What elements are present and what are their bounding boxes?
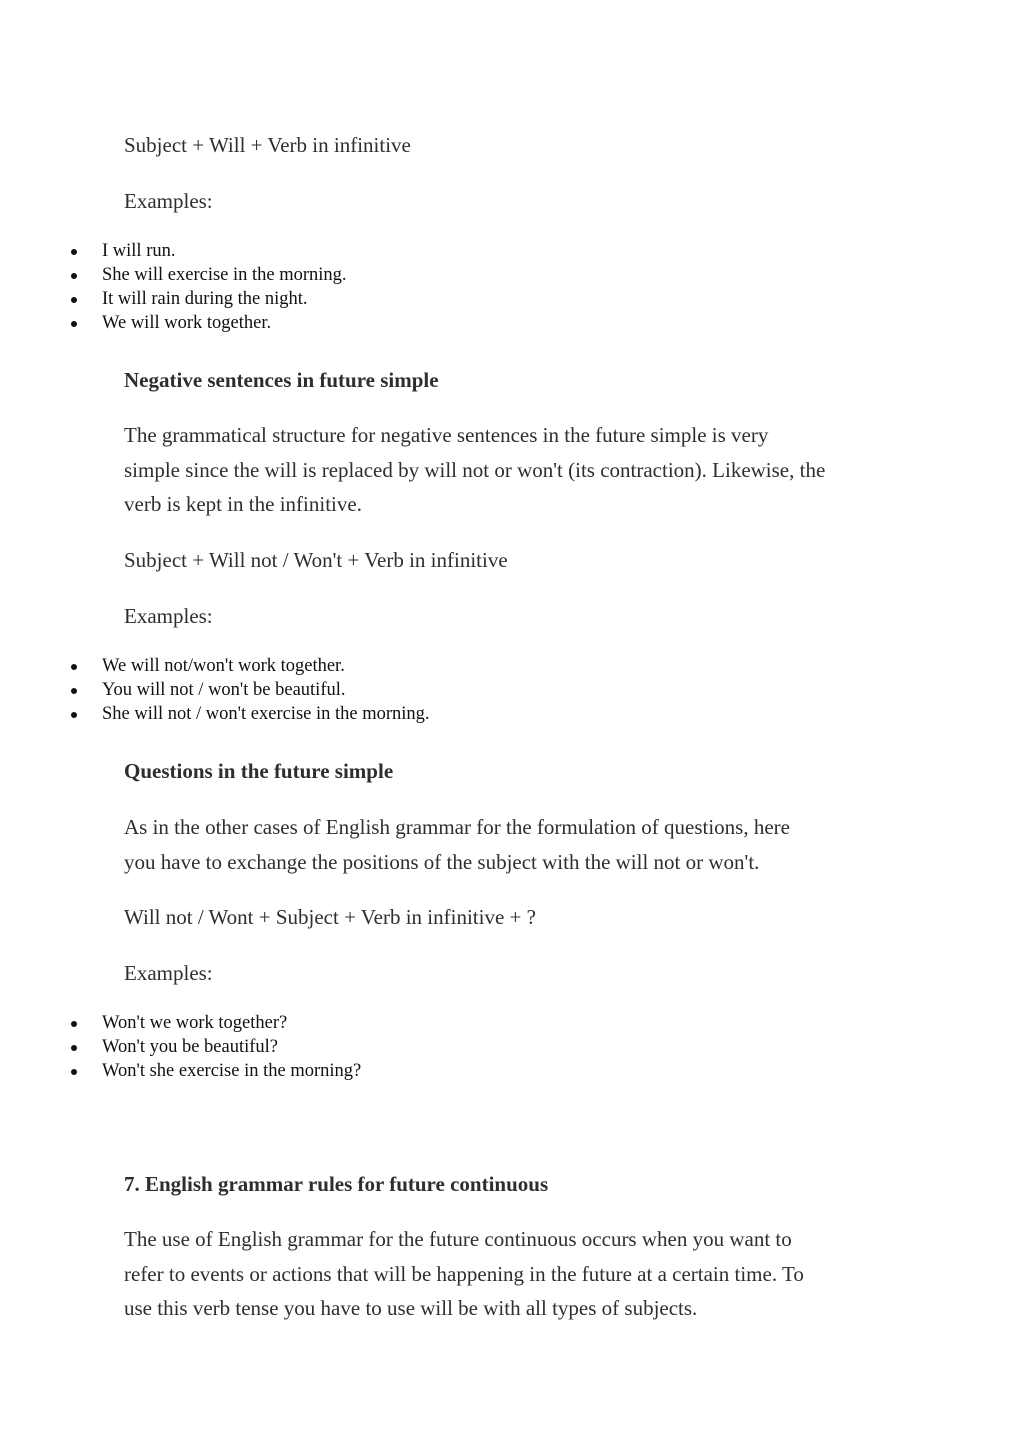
list-item: We will work together. [0,311,347,335]
body-line: refer to events or actions that will be happening in the future at a certain time. To [124,1261,804,1286]
section-heading-negative: Negative sentences in future simple [124,368,439,392]
examples-list [0,654,430,726]
formula-questions: Will not / Wont + Subject + Verb in infinitive + ? [124,905,536,929]
list-item: I will run. [0,239,347,263]
bullet-icon [71,297,77,303]
questions-body [124,810,914,879]
body-line: simple since the will is replaced by will not or won't (its contraction). Likewise, the [124,457,826,482]
bullet-icon [71,688,77,694]
bullet-icon [71,249,77,255]
examples-label: Examples: [124,961,213,985]
formula-future-simple: Subject + Will + Verb in infinitive [124,133,411,157]
bullet-icon [71,321,77,327]
body-line: verb is kept in the infinitive. [124,492,362,516]
bullet-icon [71,664,77,670]
body-line: The grammatical structure for negative sentences in the future simple is very [124,423,769,447]
section-heading-questions: Questions in the future simple [124,759,394,783]
section-heading-future-continuous: 7. English grammar rules for future continuous [124,1172,549,1196]
negative-body [124,418,914,522]
list-item: Won't she exercise in the morning? [0,1059,361,1083]
bullet-icon [71,273,77,279]
list-item: She will not / won't exercise in the morning. [0,702,430,726]
list-item: Won't you be beautiful? [0,1035,361,1059]
bullet-icon [71,1069,77,1075]
examples-list [0,239,347,335]
bullet-icon [71,1045,77,1051]
examples-label: Examples: [124,604,213,628]
body-line: The use of English grammar for the future continuous occurs when you want to [124,1227,792,1251]
list-item: It will rain during the night. [0,287,347,311]
future-continuous-body [124,1222,914,1326]
list-item: Won't we work together? [0,1011,361,1035]
list-item: She will exercise in the morning. [0,263,347,287]
body-line: As in the other cases of English grammar for the formulation of questions, here [124,815,790,839]
bullet-icon [71,712,77,718]
list-item: You will not / won't be beautiful. [0,678,430,702]
examples-list [0,1011,361,1083]
body-line: use this verb tense you have to use will be with all types of subjects. [124,1296,698,1320]
body-line: you have to exchange the positions of the subject with the will not or won't. [124,849,760,874]
examples-label: Examples: [124,189,213,213]
list-item: We will not/won't work together. [0,654,430,678]
formula-negative: Subject + Will not / Won't + Verb in infinitive [124,548,508,572]
bullet-icon [71,1021,77,1027]
